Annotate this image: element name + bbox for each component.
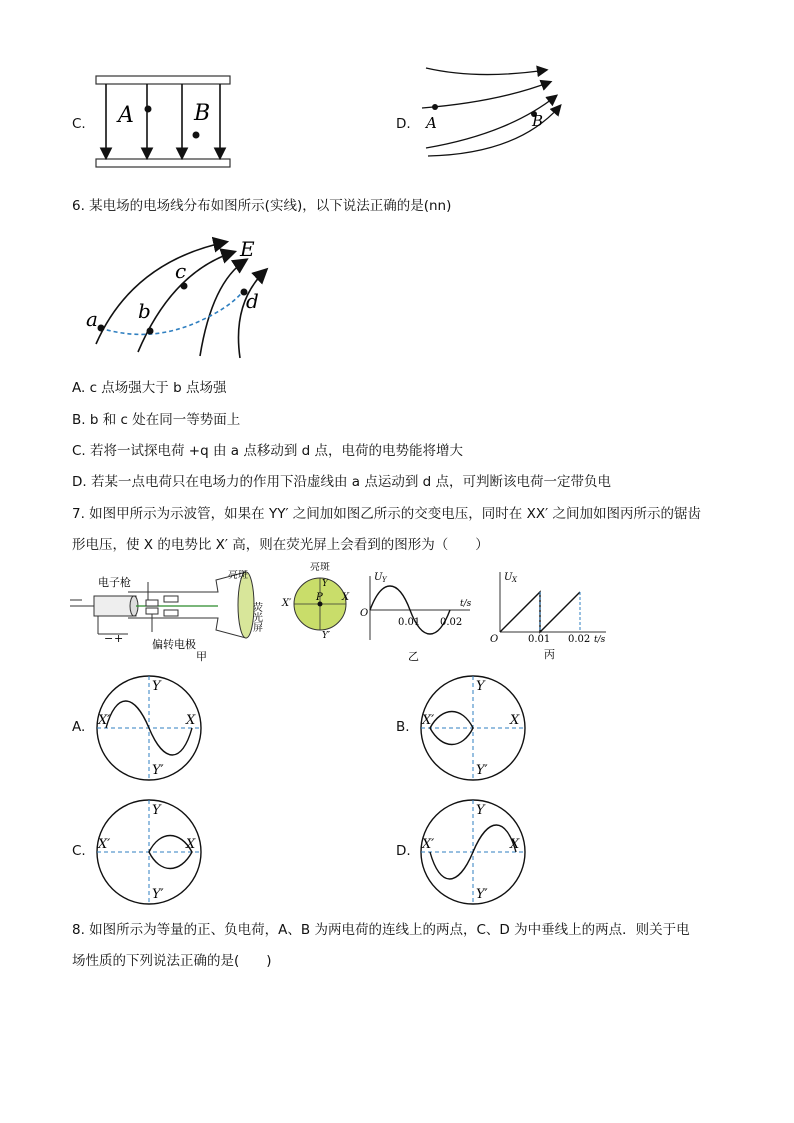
svg-text:X: X (186, 837, 196, 852)
svg-text:b: b (138, 299, 151, 323)
svg-text:0.02: 0.02 (440, 617, 463, 628)
svg-text:X: X (510, 713, 520, 728)
figure-screen-spot (280, 562, 360, 642)
svg-text:Y: Y (322, 579, 328, 589)
option-d-label: D. (396, 116, 411, 132)
bottom-plate (96, 159, 230, 167)
top-plate (96, 76, 230, 84)
svg-text:Y: Y (152, 679, 161, 694)
q8-stem-line2: 场性质的下列说法正确的是( ) (72, 953, 272, 969)
dashed-path (100, 290, 244, 334)
svg-text:偏转电极: 偏转电极 (152, 638, 196, 651)
q5-figure-d (418, 62, 568, 158)
svg-text:A: A (426, 114, 437, 132)
scope-b (418, 674, 528, 782)
svg-text:X′: X′ (422, 713, 435, 728)
svg-text:d: d (246, 289, 259, 313)
q6-option-d: D. 若某一点电荷只在电场力的作用下沿虚线由 a 点运动到 d 点，可判断该电荷一定带负电 (72, 474, 611, 490)
svg-text:Y′: Y′ (476, 887, 488, 902)
label-a: A (118, 103, 134, 128)
svg-text:Y: Y (476, 803, 485, 818)
q6-option-c: C. 若将一试探电荷 +q 由 a 点移动到 d 点，电荷的电势能将增大 (72, 443, 463, 459)
svg-text:X′: X′ (422, 837, 435, 852)
svg-text:Y′: Y′ (152, 887, 164, 902)
svg-text:a: a (86, 307, 98, 331)
svg-text:亮斑: 亮斑 (228, 570, 248, 581)
svg-text:B: B (532, 112, 544, 130)
svg-text:Y′: Y′ (476, 763, 488, 778)
figure-jia-tube (68, 570, 278, 662)
svg-text:X: X (186, 713, 196, 728)
q7-option-b: B. (396, 719, 410, 735)
q8-stem-line1: 8. 如图所示为等量的正、负电荷，A、B 为两电荷的连线上的两点，C、D 为中垂线上的两点．则关于电 (72, 922, 690, 938)
svg-text:t/s: t/s (594, 635, 606, 645)
q6-option-a: A. c 点场强大于 b 点场强 (72, 380, 227, 396)
q6-option-b: B. b 和 c 处在同一等势面上 (72, 412, 241, 428)
svg-text:Y: Y (476, 679, 485, 694)
svg-text:0.01: 0.01 (398, 617, 421, 628)
svg-text:X′: X′ (98, 713, 111, 728)
svg-text:X: X (512, 576, 517, 584)
svg-text:+: + (114, 632, 124, 645)
svg-text:X: X (510, 837, 520, 852)
scope-d (418, 798, 528, 906)
svg-text:Y′: Y′ (152, 763, 164, 778)
svg-text:−: − (104, 632, 114, 645)
svg-text:甲: 甲 (196, 650, 207, 662)
svg-text:X′: X′ (98, 837, 111, 852)
svg-text:丙: 丙 (544, 648, 555, 661)
option-c-label: C. (72, 116, 86, 132)
svg-text:Y: Y (382, 576, 387, 584)
svg-text:X′: X′ (282, 598, 292, 609)
svg-text:乙: 乙 (408, 650, 419, 663)
point-a (145, 106, 152, 113)
svg-text:X: X (342, 592, 350, 603)
q7-option-a: A. (72, 719, 86, 735)
q7-stem-line1: 7. 如图甲所示为示波管，如果在 YY′ 之间加如图乙所示的交变电压，同时在 XX′ 之间加如图丙所示的锯齿 (72, 506, 701, 522)
svg-text:Y: Y (152, 803, 161, 818)
figure-bing-sawtooth (488, 566, 614, 664)
q6-field-figure (82, 232, 272, 362)
q5-figure-c (92, 72, 234, 172)
svg-text:c: c (175, 259, 187, 283)
figure-yi-sine (352, 568, 478, 664)
svg-text:t/s: t/s (460, 599, 472, 609)
svg-text:O: O (360, 608, 369, 619)
point-b (193, 132, 200, 139)
q6-stem: 6. 某电场的电场线分布如图所示(实线)，以下说法正确的是(nn) (72, 198, 452, 214)
q7-option-d: D. (396, 843, 411, 859)
scope-c (94, 798, 204, 906)
svg-text:U: U (504, 572, 513, 583)
svg-text:P: P (316, 592, 323, 603)
svg-text:亮斑: 亮斑 (310, 562, 330, 573)
scope-a (94, 674, 204, 782)
svg-text:0.02: 0.02 (568, 634, 591, 645)
svg-text:U: U (374, 572, 383, 583)
label-b: B (194, 101, 211, 126)
svg-text:荧光屏: 荧光屏 (250, 602, 262, 632)
svg-text:电子枪: 电子枪 (98, 576, 131, 589)
svg-text:E: E (240, 237, 255, 261)
q7-stem-line2: 形电压，使 X 的电势比 X′ 高，则在荧光屏上会看到的图形为（ ） (72, 537, 489, 553)
svg-text:0.01: 0.01 (528, 634, 551, 645)
q7-option-c: C. (72, 843, 86, 859)
svg-text:O: O (490, 634, 499, 645)
svg-text:Y′: Y′ (322, 631, 330, 641)
